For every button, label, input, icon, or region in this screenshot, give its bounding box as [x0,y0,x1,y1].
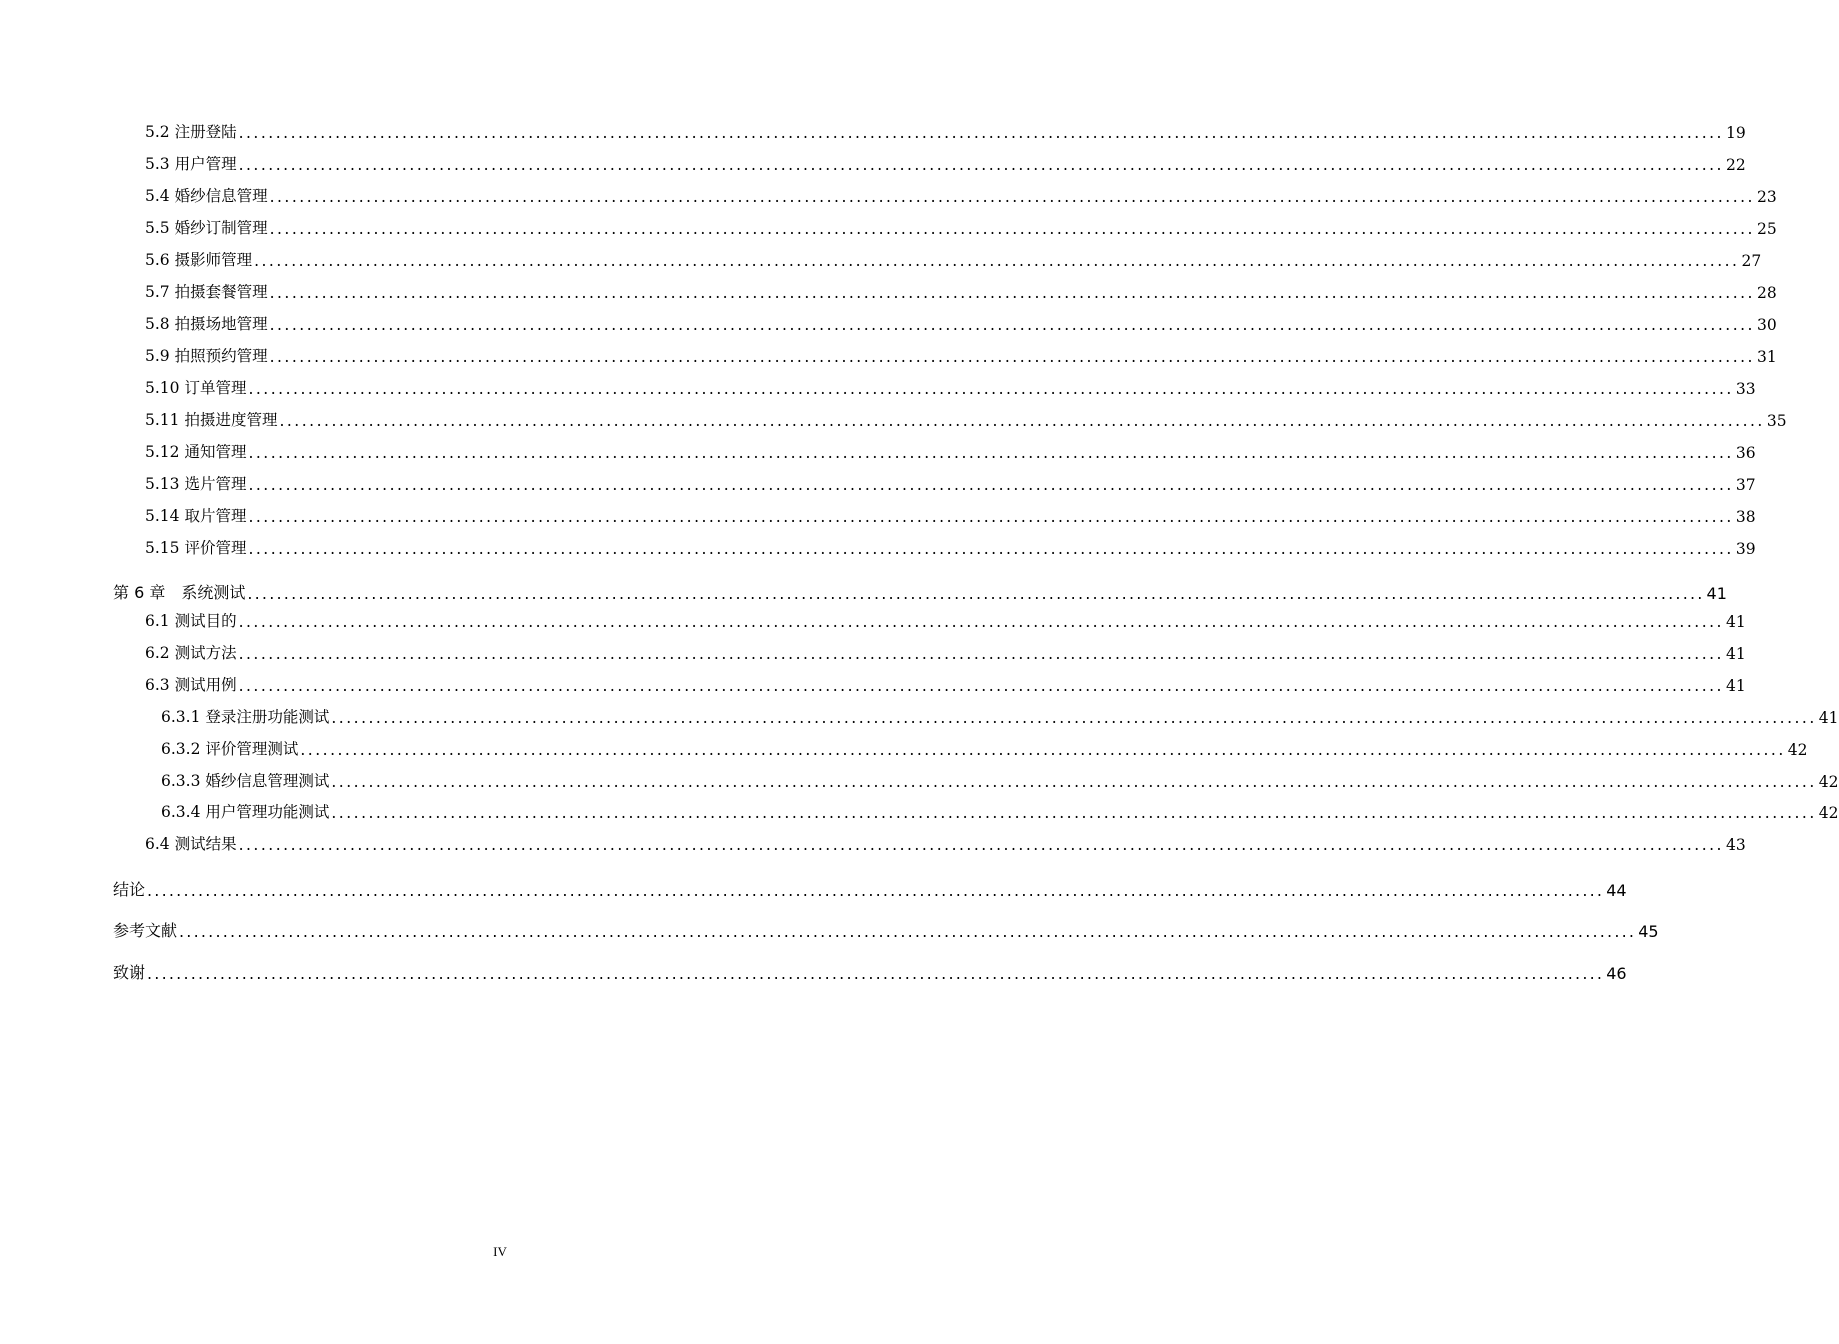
toc-entry[interactable] [145,832,1746,854]
toc-entry[interactable] [145,312,1777,334]
toc-entry-page-number: 33 [1735,380,1756,398]
toc-entry[interactable] [145,472,1756,494]
toc-entry-page-number: 41 [1725,677,1746,695]
toc-entry-label: 6.3.1 登录注册功能测试 [161,708,330,726]
toc-entry-page-number: 23 [1756,188,1777,206]
toc-entry-label: 5.7 拍摄套餐管理 [145,283,268,301]
toc-entry-page-number: 35 [1766,412,1787,430]
toc-entry-label: 6.2 测试方法 [145,644,237,662]
toc-leader-dots: ........................................................................................................................................................................................................ [248,540,1734,558]
toc-entry[interactable] [113,581,1727,603]
toc-leader-dots: ........................................................................................................................................................................................................ [269,316,1755,334]
toc-entry-label: 6.3.4 用户管理功能测试 [161,803,330,821]
toc-leader-dots: ........................................................................................................................................................................................................ [238,124,1724,142]
toc-entry-page-number: 41 [1706,584,1727,603]
toc-entry[interactable] [145,120,1746,142]
toc-entry-page-number: 31 [1756,348,1777,366]
toc-leader-dots: ........................................................................................................................................................................................................ [300,741,1786,759]
toc-entry-page-number: 43 [1725,836,1746,854]
toc-entry-page-number: 41 [1725,645,1746,663]
toc-entry[interactable] [145,184,1777,206]
toc-entry[interactable] [145,376,1756,398]
toc-entry-page-number: 45 [1638,922,1659,941]
toc-entry-page-number: 41 [1818,709,1839,727]
toc-entry[interactable] [145,504,1756,526]
toc-leader-dots: ........................................................................................................................................................................................................ [247,584,1705,603]
toc-entry-label: 6.4 测试结果 [145,835,237,853]
toc-entry[interactable] [145,344,1777,366]
toc-entry-page-number: 39 [1735,540,1756,558]
toc-entry-label: 5.11 拍摄进度管理 [145,411,278,429]
toc-entry-page-number: 30 [1756,316,1777,334]
toc-entry[interactable] [161,737,1808,759]
toc-leader-dots: ........................................................................................................................................................................................................ [238,836,1724,854]
toc-leader-dots: ........................................................................................................................................................................................................ [238,645,1724,663]
toc-entry-page-number: 42 [1787,741,1808,759]
toc-leader-dots: ........................................................................................................................................................................................................ [269,284,1755,302]
toc-entry[interactable] [145,216,1777,238]
toc-entry-label: 5.9 拍照预约管理 [145,347,268,365]
toc-entry-page-number: 44 [1606,881,1627,900]
toc-entry-page-number: 46 [1606,964,1627,983]
toc-entry-page-number: 42 [1818,773,1839,791]
page-footer-number: IV [493,1244,507,1259]
toc-entry-page-number: 25 [1756,220,1777,238]
toc-entry-page-number: 37 [1735,476,1756,494]
toc-entry-label: 5.3 用户管理 [145,155,237,173]
toc-entry[interactable] [145,641,1746,663]
toc-entry-label: 5.2 注册登陆 [145,123,237,141]
toc-entry-page-number: 36 [1735,444,1756,462]
toc-entry-page-number: 19 [1725,124,1746,142]
toc-entry-label: 6.1 测试目的 [145,612,237,630]
toc-leader-dots: ........................................................................................................................................................................................................ [238,677,1724,695]
toc-entry[interactable] [145,609,1746,631]
toc-entry[interactable] [161,705,1839,727]
toc-entry-label: 6.3.2 评价管理测试 [161,740,299,758]
toc-entry-label: 5.8 拍摄场地管理 [145,315,268,333]
toc-entry-page-number: 38 [1735,508,1756,526]
toc-entry[interactable] [113,961,1627,983]
toc-leader-dots: ........................................................................................................................................................................................................ [179,922,1637,941]
toc-leader-dots: ........................................................................................................................................................................................................ [331,709,1817,727]
toc-entry[interactable] [145,536,1756,558]
toc-entry-label: 参考文献 [113,921,178,940]
toc-leader-dots: ........................................................................................................................................................................................................ [248,444,1734,462]
toc-entry-page-number: 22 [1725,156,1746,174]
toc-entry-label: 5.5 婚纱订制管理 [145,219,268,237]
toc-entry[interactable] [113,878,1627,900]
toc-leader-dots: ........................................................................................................................................................................................................ [331,804,1817,822]
toc-entry[interactable] [145,673,1746,695]
toc-leader-dots: ........................................................................................................................................................................................................ [269,220,1755,238]
toc-entry-label: 5.12 通知管理 [145,443,247,461]
toc-leader-dots: ........................................................................................................................................................................................................ [279,412,1765,430]
toc-entry-label: 第 6 章 系统测试 [113,583,246,602]
toc-leader-dots: ........................................................................................................................................................................................................ [238,156,1724,174]
toc-entry-label: 5.13 选片管理 [145,475,247,493]
toc-entry-page-number: 27 [1741,252,1762,270]
toc-entry[interactable] [145,440,1756,462]
toc-entry-label: 致谢 [113,963,146,982]
toc-entry[interactable] [145,280,1777,302]
toc-entry-label: 6.3 测试用例 [145,676,237,694]
toc-entry[interactable] [145,152,1746,174]
toc-entry[interactable] [145,408,1787,430]
toc-leader-dots: ........................................................................................................................................................................................................ [269,348,1755,366]
toc-entry[interactable] [161,800,1839,822]
toc-entry-label: 5.14 取片管理 [145,507,247,525]
toc-entry-page-number: 42 [1818,804,1839,822]
toc-leader-dots: ........................................................................................................................................................................................................ [147,881,1605,900]
toc-entry[interactable] [145,248,1762,270]
toc-entry-label: 5.10 订单管理 [145,379,247,397]
toc-entry-label: 6.3.3 婚纱信息管理测试 [161,772,330,790]
toc-leader-dots: ........................................................................................................................................................................................................ [238,613,1724,631]
toc-leader-dots: ........................................................................................................................................................................................................ [248,476,1734,494]
toc-entry-page-number: 28 [1756,284,1777,302]
toc-leader-dots: ........................................................................................................................................................................................................ [331,773,1817,791]
toc-leader-dots: ........................................................................................................................................................................................................ [248,380,1734,398]
toc-entry[interactable] [113,919,1659,941]
toc-entry-page-number: 41 [1725,613,1746,631]
toc-leader-dots: ........................................................................................................................................................................................................ [147,964,1605,983]
toc-leader-dots: ........................................................................................................................................................................................................ [254,252,1740,270]
toc-entry[interactable] [161,769,1839,791]
toc-entry-label: 结论 [113,880,146,899]
toc-leader-dots: ........................................................................................................................................................................................................ [248,508,1734,526]
toc-entry-label: 5.15 评价管理 [145,539,247,557]
toc-leader-dots: ........................................................................................................................................................................................................ [269,188,1755,206]
toc-entry-label: 5.6 摄影师管理 [145,251,253,269]
toc-entry-label: 5.4 婚纱信息管理 [145,187,268,205]
